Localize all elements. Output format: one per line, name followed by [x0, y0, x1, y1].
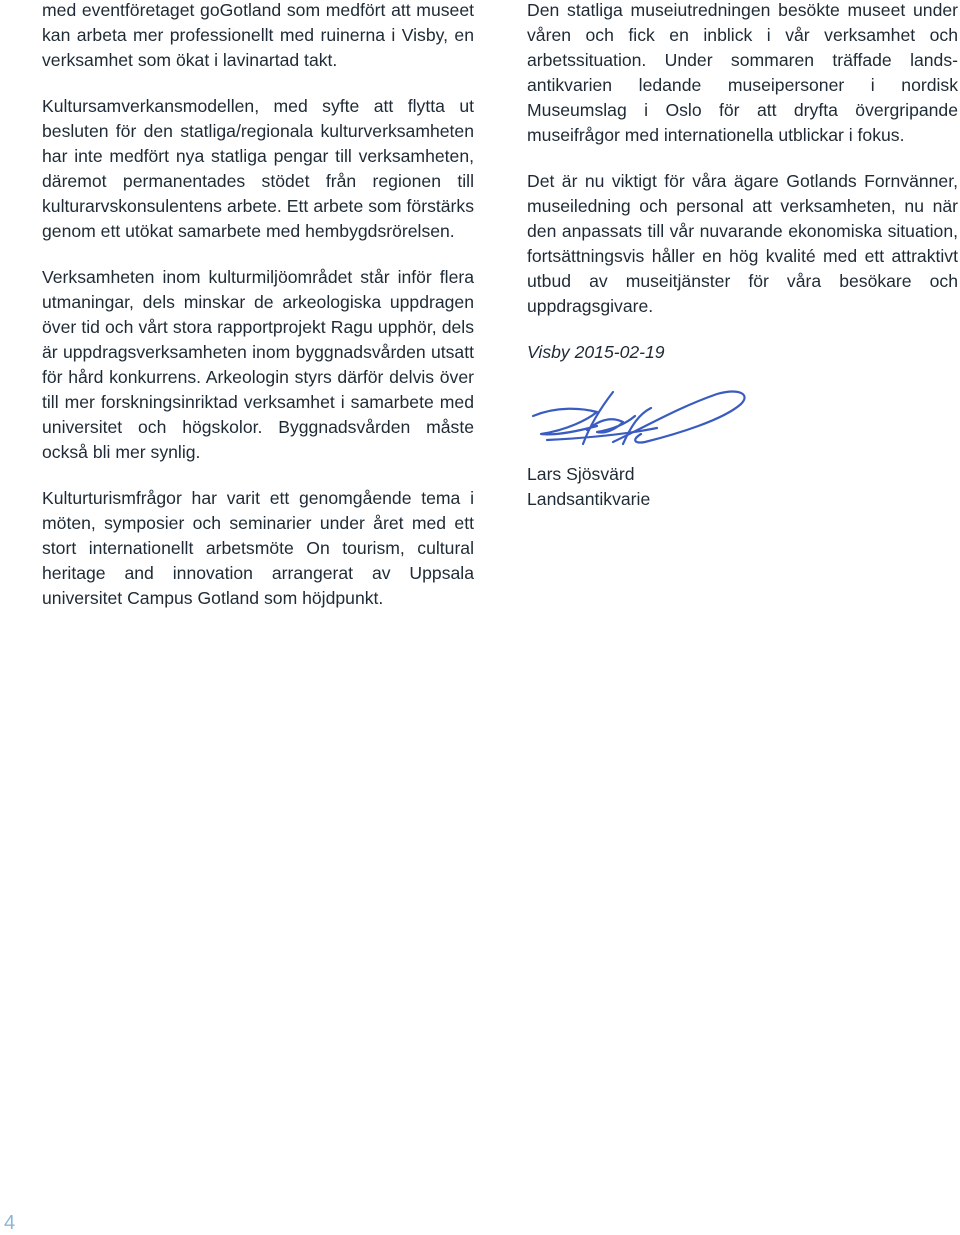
paragraph: Kultursamverkansmodellen, med syfte att flytta ut besluten för den statliga/regionala kulturverksamheten har inte medfört nya statliga pengar till verksamheten, däremot permanentades stödet från regionen till kulturarvskonsulentens arbete. Ett arbete som förstärks genom ett utökat samarbete med hembygdsrörelsen. — [42, 96, 474, 241]
paragraph: Den statliga museiutredningen besökte museet under våren och fick en inblick i vår verksamhet och arbetssituation. Under sommaren träffade landsantikvarien ledande museipersoner i nordisk Museumslag i Oslo för att dryfta övergripande museifrågor med internationella utblickar i fokus. — [527, 0, 958, 145]
paragraph: med eventföretaget goGotland som medfört att museet kan arbeta mer professionellt med ruinerna i Visby, en verksamhet som ökat i lavinartad takt. — [42, 0, 474, 70]
paragraph: Kulturturismfrågor har varit ett genomgående tema i möten, symposier och seminarier under året med ett stort internationellt arbetsmöte On tourism, cultural heritage and innovation arrangerat av Uppsala universitet Campus Gotland som höjdpunkt. — [42, 488, 474, 608]
paragraph: Verksamheten inom kulturmiljöområdet står inför flera utmaningar, dels minskar de arkeologiska uppdragen över tid och vårt stora rapportprojekt Ragu upphör, dels är uppdragsverksamheten inom byggnadsvården utsatt för hård konkurrens. Arkeologin styrs därför delvis över till mer forskningsinriktad verksamhet i samarbete med universitet och högskolor. Byggnadsvården måste också bli mer synlig. — [42, 267, 474, 462]
right-column — [527, 0, 958, 512]
page-number: 4 — [4, 1212, 16, 1234]
signer-name: Lars Sjösvärd — [527, 464, 635, 484]
date-line: Visby 2015-02-19 — [527, 342, 665, 362]
signature-image — [527, 386, 757, 450]
left-column — [42, 0, 474, 632]
signer-title: Landsantikvarie — [527, 489, 651, 509]
paragraph: Det är nu viktigt för våra ägare Gotlands Fornvänner, museiledning och personal att verksamheten, nu när den anpassats till vår nuvarande ekonomiska situation, fortsättningsvis håller en hög kvalité med ett attraktivt utbud av museitjänster för våra besökare och uppdragsgivare. — [527, 171, 958, 316]
